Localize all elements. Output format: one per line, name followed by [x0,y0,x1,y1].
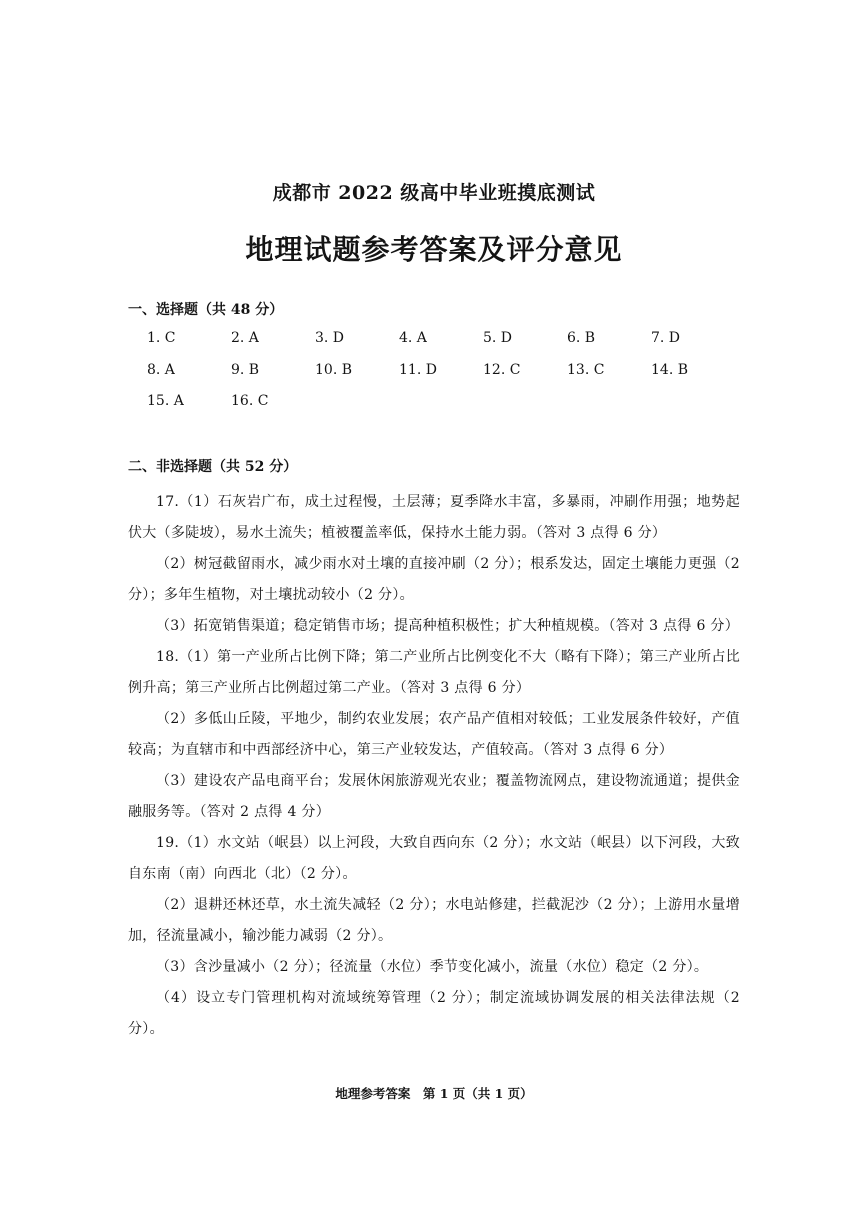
answer-item: 4. A [399,330,427,346]
answer-paragraph-18-3: （3）建设农产品电商平台；发展休闲旅游观光农业；覆盖物流网点，建设物流通道；提供金融服务等。（答对 2 点得 4 分） [128,773,740,820]
section-heading-non-multiple-choice: 二、非选择题（共 52 分） [128,459,298,475]
page-footer: 地理参考答案 第 1 页（共 1 页） [335,1086,533,1101]
answer-paragraph-19-3: （3）含沙量减小（2 分）；径流量（水位）季节变化减小，流量（水位）稳定（2 分）。 [156,959,709,975]
answer-paragraph-19-4: （4）设立专门管理机构对流域统筹管理（2 分）；制定流域协调发展的相关法律法规（2 分）。 [128,990,740,1037]
answer-row [147,330,747,362]
answer-item: 16. C [231,393,269,409]
answer-row [147,393,747,425]
answer-item: 1. C [147,330,176,346]
answer-item: 14. B [651,361,689,378]
answer-paragraph-19-2: （2）退耕还林还草，水土流失减轻（2 分）；水电站修建，拦截泥沙（2 分）；上游用水量增加，径流量减小，输沙能力减弱（2 分）。 [128,897,740,944]
answer-item: 8. A [147,361,175,378]
answer-item: 3. D [315,330,345,346]
exam-title: 成都市 2022 级高中毕业班摸底测试 [272,182,596,204]
answer-paragraph-18-1: 18.（1）第一产业所占比例下降；第二产业所占比例变化不大（略有下降）；第三产业所占比例升高；第三产业所占比例超过第二产业。（答对 3 点得 6 分） [128,649,740,696]
written-answers [128,487,740,1045]
answer-row [147,362,747,394]
answer-paragraph-17-2: （2）树冠截留雨水，减少雨水对土壤的直接冲刷（2 分）；根系发达，固定土壤能力更强（2 分）；多年生植物，对土壤扰动较小（2 分）。 [128,556,740,603]
section-heading-multiple-choice: 一、选择题（共 48 分） [128,302,284,318]
answer-item: 2. A [231,330,259,346]
answer-paragraph-17-1: 17.（1）石灰岩广布，成土过程慢，土层薄；夏季降水丰富，多暴雨，冲刷作用强；地势起伏大（多陡坡），易水土流失；植被覆盖率低，保持水土能力弱。（答对 3 点得 6 分） [128,494,740,541]
answer-paragraph-17-3: （3）拓宽销售渠道；稳定销售市场；提高种植积极性；扩大种植规模。（答对 3 点得 6 分） [156,618,740,634]
answer-paragraph-19-1: 19.（1）水文站（岷县）以上河段，大致自西向东（2 分）；水文站（岷县）以下河段，大致自东南（南）向西北（北）（2 分）。 [128,835,740,882]
answer-item: 10. B [315,361,353,378]
answer-item: 15. A [147,393,184,409]
answer-item: 11. D [399,361,437,378]
document-title: 地理试题参考答案及评分意见 [245,233,623,266]
answer-item: 13. C [567,361,605,378]
answer-item: 12. C [483,361,521,378]
answer-item: 6. B [567,330,596,346]
answer-item: 5. D [483,330,513,346]
answer-item: 7. D [651,330,681,346]
answer-paragraph-18-2: （2）多低山丘陵，平地少，制约农业发展；农产品产值相对较低；工业发展条件较好，产值较高；为直辖市和中西部经济中心，第三产业较发达，产值较高。（答对 3 点得 6 分） [128,711,740,758]
answer-item: 9. B [231,361,260,378]
multiple-choice-answer-grid [147,330,747,425]
